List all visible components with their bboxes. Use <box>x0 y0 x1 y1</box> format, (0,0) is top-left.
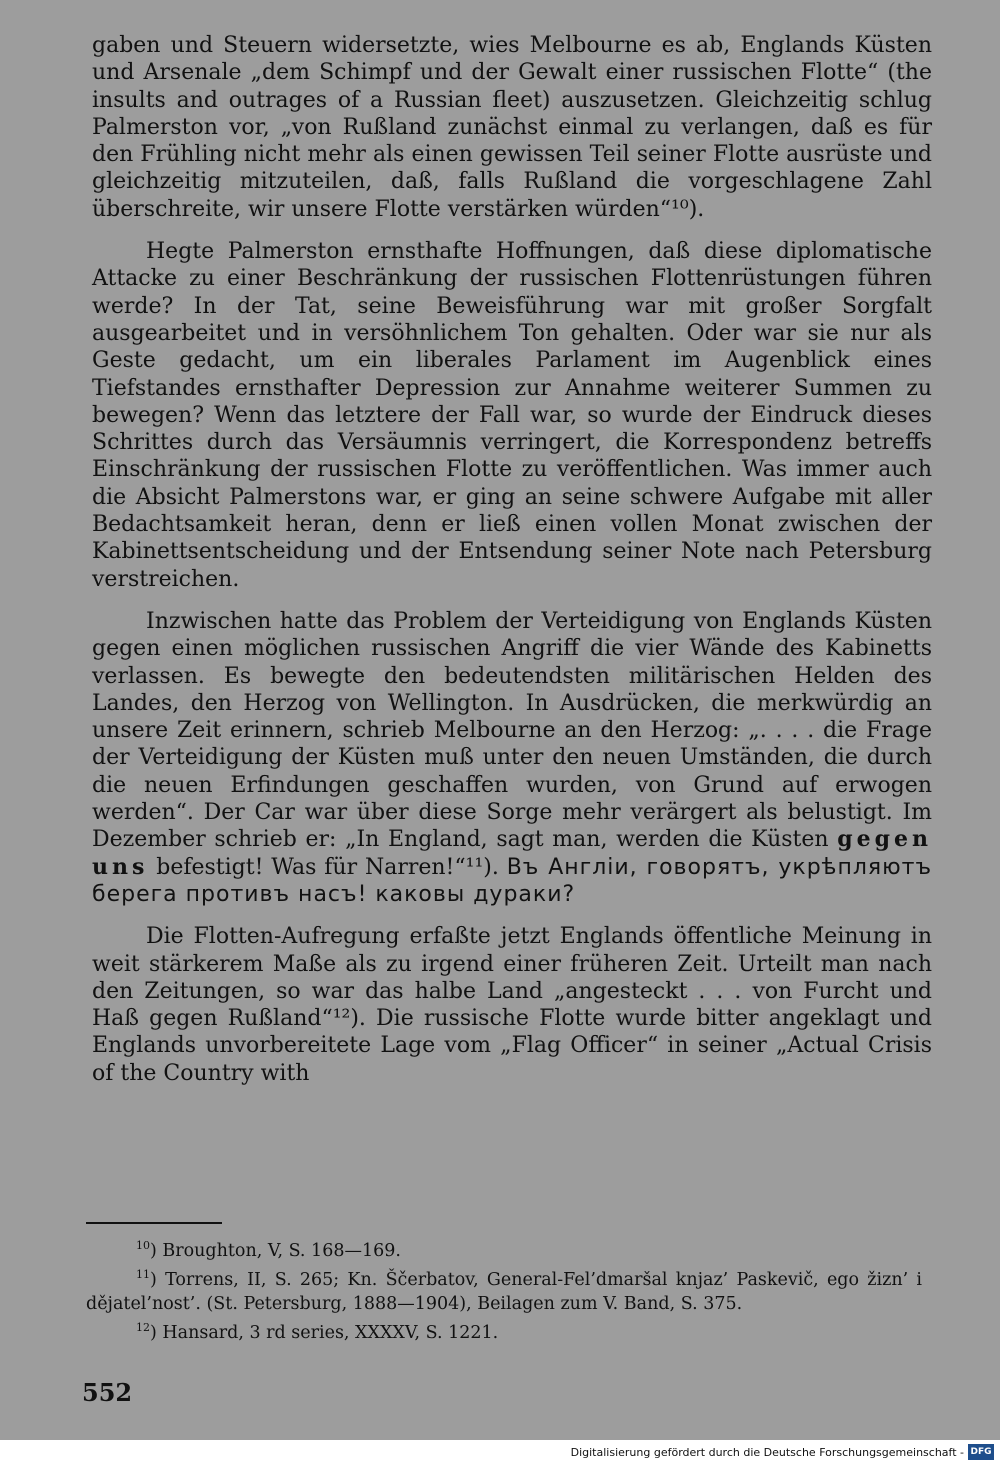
page-number: 552 <box>82 1378 133 1407</box>
dfg-logo-icon[interactable]: DFG <box>968 1444 994 1460</box>
body-text <box>92 32 932 1102</box>
footnote-number: 12 <box>136 1321 150 1335</box>
footnote-text: ) Torrens, II, S. 265; Kn. Ščerbatov, General-Fel’dmaršal knjaz’ Paskevič, ego žizn’ i dějatel’nost’. (St. Petersburg, 1888—1904), Beilagen zum V. Band, S. 375. <box>86 1270 922 1314</box>
footnote-number: 10 <box>136 1239 150 1252</box>
footnote-10 <box>86 1234 922 1263</box>
paragraph-1: gaben und Steuern widersetzte, wies Melbourne es ab, Englands Küsten und Arsenale „dem Schimpf und der Gewalt einer russischen Flotte“ (the insults and outrages of a Russian fleet) auszusetzen. Gleichzeitig schlug Palmerston vor, „von Rußland zunächst einmal zu verlangen, daß es für den Frühling nicht mehr als einen gewissen Teil seiner Flotte ausrüste und gleichzeitig mitzuteilen, daß, falls Rußland die vorgeschlagene Zahl überschreite, wir unsere Flotte verstärken würden“¹⁰). <box>92 33 932 222</box>
footnotes <box>86 1234 922 1345</box>
footnote-text: ) Broughton, V, S. 168—169. <box>150 1240 401 1261</box>
russian-quote: Въ Англіи, говорятъ, укрѣпляютъ берега противъ насъ! каковы дураки? <box>92 854 932 907</box>
spaced-emphasis: gegen uns <box>92 826 932 880</box>
footnote-11 <box>86 1263 922 1316</box>
funding-credit[interactable]: Digitalisierung gefördert durch die Deutsche Forschungsgemeinschaft - <box>570 1446 964 1459</box>
paragraph-3-text-a: Inzwischen hatte das Problem der Verteidigung von Englands Küsten gegen einen möglichen russischen Angriff die vier Wände des Kabinetts verlassen. Es bewegte den bedeutendsten militärischen Helden des Landes, den Herzog von Wellington. In Ausdrücken, die merkwürdig an unsere Zeit erinnern, schrieb Melbourne an den Herzog: „. . . . die Frage der Verteidigung der Küsten muß unter den neuen Umständen, die durch die neuen Erfindungen geschaffen wurden, von Grund auf erwogen werden“. Der Car war über diese Sorge mehr verärgert als belustigt. Im Dezember schrieb er: „In England, sagt man, werden die Küsten <box>92 608 932 853</box>
paragraph-3-text-b: befestigt! Was für Narren!“¹¹). <box>148 854 507 880</box>
paragraph-2: Hegte Palmerston ernsthafte Hoffnungen, daß diese diplomatische Attacke zu einer Beschränkung der russischen Flottenrüstungen führen werde? In der Tat, seine Beweisführung war mit großer Sorgfalt ausgearbeitet und in versöhnlichem Ton gehalten. Oder war sie nur als Geste gedacht, um ein liberales Parlament im Augenblick eines Tiefstandes ernsthafter Depression zur Annahme weiterer Summen zu bewegen? Wenn das letztere der Fall war, so wurde der Eindruck dieses Schrittes durch das Versäumnis verringert, die Korrespondenz betreffs Einschränkung der russischen Flotte zu veröffentlichen. Was immer auch die Absicht Palmerstons war, er ging an seine schwere Aufgabe mit aller Bedachtsamkeit heran, denn er ließ einen vollen Monat zwischen der Kabinettsentscheidung und der Entsendung seiner Note nach Petersburg verstreichen. <box>92 239 932 592</box>
footnote-number: 11 <box>136 1268 150 1282</box>
paragraph-4: Die Flotten-Aufregung erfaßte jetzt Englands öffentliche Meinung in weit stärkerem Maße als zu irgend einer früheren Zeit. Urteilt man nach den Zeitungen, so war das halbe Land „angesteckt . . . von Furcht und Haß gegen Rußland“¹²). Die russische Flotte wurde bitter angeklagt und Englands unvorbereitete Lage vom „Flag Officer“ in seiner „Actual Crisis of the Country with <box>92 924 932 1086</box>
footnote-12 <box>86 1316 922 1345</box>
digitization-footer <box>0 1440 1000 1465</box>
paragraph-3 <box>92 608 932 908</box>
footnote-text: ) Hansard, 3 rd series, XXXXV, S. 1221. <box>150 1322 499 1343</box>
footnote-rule <box>86 1222 222 1224</box>
